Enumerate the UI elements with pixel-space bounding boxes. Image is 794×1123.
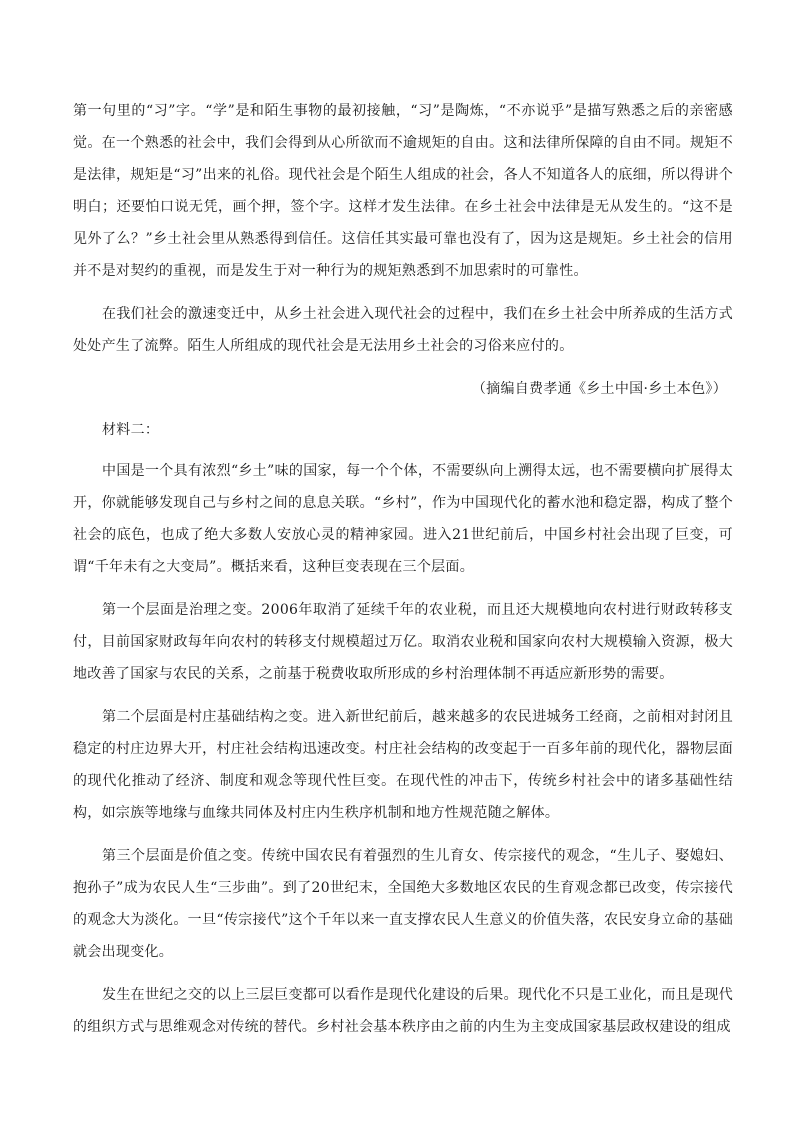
paragraph: 第三个层面是价值之变。传统中国农民有着强烈的生儿育女、传宗接代的观念，“生儿子、娶媳妇、抱孙子”成为农民人生“三步曲”。到了20世纪末，全国绝大多数地区农民的生育观念都已改变，传宗接代的观念大为淡化。一旦“传宗接代”这个千年以来一直支撑农民人生意义的价值失落，农民安身立命的基础就会出现变化。 — [73, 848, 733, 960]
paragraph: 在我们社会的激速变迁中，从乡土社会进入现代社会的过程中，我们在乡土社会中所养成的生活方式处处产生了流弊。陌生人所组成的现代社会是无法用乡土社会的习俗来应付的。 — [73, 306, 733, 354]
paragraph: 发生在世纪之交的以上三层巨变都可以看作是现代化建设的后果。现代化不只是工业化，而且是现代的组织方式与思维观念对传统的替代。乡村社会基本秩序由之前的内生为主变成国家基层政权建设的组成 — [73, 987, 733, 1035]
document-page — [73, 95, 733, 1054]
source-citation: （摘编自费孝通《乡土中国·乡土本色》） — [471, 381, 727, 397]
paragraph: 第一句里的“习”字。“学”是和陌生事物的最初接触，“习”是陶炼，“不亦说乎”是描写熟悉之后的亲密感觉。在一个熟悉的社会中，我们会得到从心所欲而不逾规矩的自由。这和法律所保障的自由不同。规矩不是法律，规矩是“习”出来的礼俗。现代社会是个陌生人组成的社会，各人不知道各人的底细，所以得讲个明白；还要怕口说无凭，画个押，签个字。这样才发生法律。在乡土社会中法律是无从发生的。“这不是见外了么？”乡土社会里从熟悉得到信任。这信任其实最可靠也没有了，因为这是规矩。乡土社会的信用并不是对契约的重视，而是发生于对一种行为的规矩熟悉到不加思索时的可靠性。 — [73, 103, 733, 279]
paragraph: 第一个层面是治理之变。2006年取消了延续千年的农业税，而且还大规模地向农村进行财政转移支付，目前国家财政每年向农村的转移支付规模超过万亿。取消农业税和国家向农村大规模输入资源，极大地改善了国家与农民的关系，之前基于税费收取所形成的乡村治理体制不再适应新形势的需要。 — [73, 602, 733, 682]
material-heading: 材料二： — [102, 422, 160, 438]
paragraph: 中国是一个具有浓烈“乡土”味的国家，每一个个体，不需要纵向上溯得太远，也不需要横向扩展得太开，你就能够发现自己与乡村之间的息息关联。“乡村”，作为中国现代化的蓄水池和稳定器，构成了整个社会的底色，也成了绝大多数人安放心灵的精神家园。进入21世纪前后，中国乡村社会出现了巨变，可谓“千年未有之大变局”。概括来看，这种巨变表现在三个层面。 — [73, 463, 733, 575]
paragraph: 第二个层面是村庄基础结构之变。进入新世纪前后，越来越多的农民进城务工经商，之前相对封闭且稳定的村庄边界大开，村庄社会结构迅速改变。村庄社会结构的改变起于一百多年前的现代化，器物层面的现代化推动了经济、制度和观念等现代性巨变。在现代性的冲击下，传统乡村社会中的诸多基础性结构，如宗族等地缘与血缘共同体及村庄内生秩序机制和地方性规范随之解体。 — [73, 709, 733, 821]
